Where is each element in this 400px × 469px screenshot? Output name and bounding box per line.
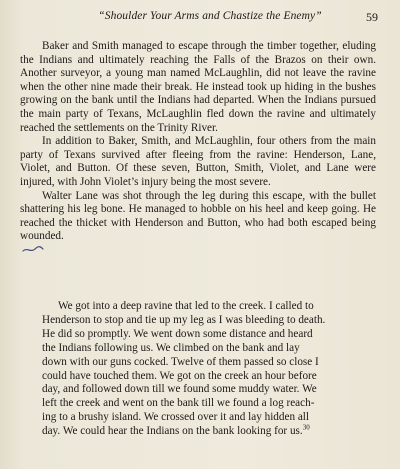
body-text xyxy=(20,40,376,244)
quote-line: He did so promptly. We went down some distance and heard xyxy=(42,327,313,340)
quote-line: the Indians following us. We climbed on the bank and lay xyxy=(42,341,300,354)
running-head: “Shoulder Your Arms and Chastize the Enemy” xyxy=(98,10,322,22)
paragraph-1: Baker and Smith managed to escape through the timber together, eluding the Indians and ultimately reaching the Falls of the Brazos on their own. Another surveyor, a young man named McLaughlin, did not leave the ravine when the other nine made their break. He instead took up hiding in the bushes growing on the bank until the Indians had departed. When the Indians pursued the main party of Texans, McLaughlin fled down the ravine and ultimately reached the settlements on the Trinity River. xyxy=(20,40,376,134)
quote-line: We got into a deep ravine that led to the creek. I called to xyxy=(58,300,314,312)
quote-line: ing to a brushy island. We crossed over it and lay hidden all xyxy=(42,411,310,424)
quote-line: could have touched them. We got on the creek an hour before xyxy=(42,369,317,382)
page-number: 59 xyxy=(366,10,378,24)
quote-line: down with our guns cocked. Twelve of them passed so close I xyxy=(42,355,319,368)
quote-line: day, and followed down till we found some muddy water. We xyxy=(42,383,317,396)
paragraph-3: Walter Lane was shot through the leg during this escape, with the bullet shattering his leg bone. He managed to hobble on his heel and keep going. He reached the thicket with Henderson and Button, who had both escaped being wounded. xyxy=(20,189,376,243)
quote-line: Henderson to stop and tie up my leg as I was bleeding to death. xyxy=(42,313,326,326)
footnote-marker: 30 xyxy=(302,423,310,432)
quote-line: left the creek and went on the bank till we found a log reach- xyxy=(42,397,315,410)
quote-line: day. We could hear the Indians on the bank looking for us. xyxy=(42,425,303,438)
quote-text xyxy=(42,300,368,439)
block-quote xyxy=(42,300,368,439)
paragraph-2: In addition to Baker, Smith, and McLaughlin, four others from the main party of Texans survived after fleeing from the ravine: Henderson, Lane, Violet, and Button. Of these seven, Button, Smith, Violet, and Lane were injured, with John Violet’s injury being the most severe. xyxy=(20,135,376,188)
pen-underline-mark xyxy=(22,244,44,254)
